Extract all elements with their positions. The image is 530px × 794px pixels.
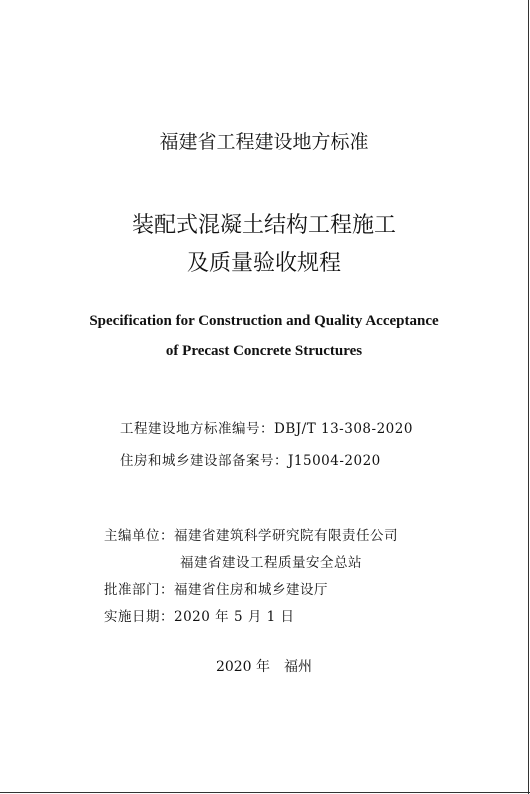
publication-footer [0,656,528,676]
standard-type-heading: 福建省工程建设地方标准 [159,131,369,153]
editor-label: 主编单位： [104,528,174,544]
editor-unit-1: 福建省建筑科学研究院有限责任公司 [174,528,398,544]
page-border-right [528,0,529,794]
approver-value: 福建省住房和城乡建设厅 [174,582,328,598]
implementation-date-value: 2020 年 5 月 1 日 [174,609,295,625]
filing-number-row [120,449,381,469]
filing-number-value: J15004-2020 [288,453,381,469]
publication-city: 福州 [284,659,313,675]
approver-label: 批准部门： [104,582,174,598]
editor-row [104,524,398,544]
approver-row [104,578,328,598]
implementation-date-row [104,605,295,625]
title-cn-line1: 装配式混凝土结构工程施工 [131,213,396,238]
standard-number-label: 工程建设地方标准编号： [120,421,274,437]
standard-number-value: DBJ/T 13-308-2020 [274,421,413,437]
standard-number-row [120,417,413,437]
page-border-bottom [0,792,530,793]
title-cn-line2: 及质量验收规程 [186,251,341,276]
title-en-line1: Specification for Construction and Quality Acceptance [89,313,439,329]
publication-year: 2020 年 [215,659,271,675]
title-en-line2: of Precast Concrete Structures [165,343,363,359]
filing-number-label: 住房和城乡建设部备案号： [120,453,288,469]
implementation-date-label: 实施日期： [104,609,174,625]
editor-unit-2: 福建省建设工程质量安全总站 [180,555,362,571]
